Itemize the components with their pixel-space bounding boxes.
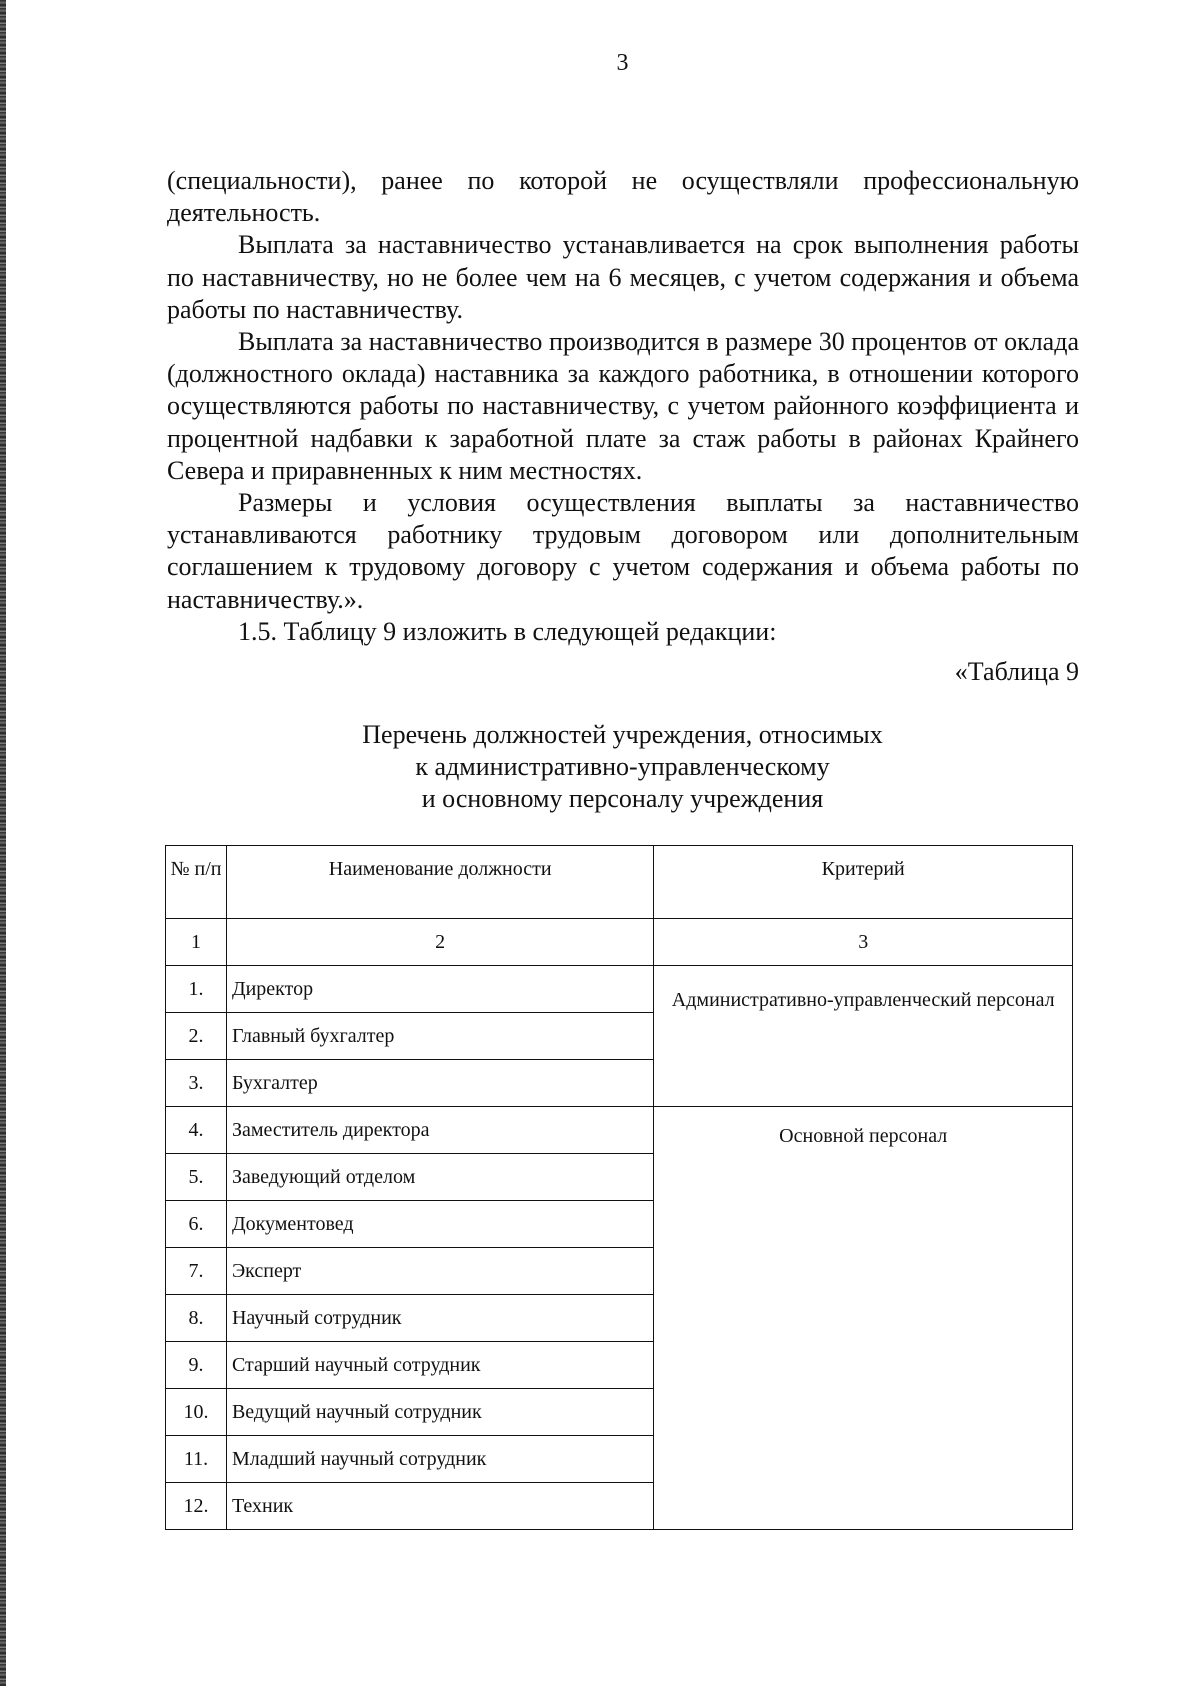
table-label: «Таблица 9 <box>954 657 1079 687</box>
table-title <box>0 719 1200 815</box>
positions-table <box>165 845 1073 1530</box>
criterion-admin: Административно-управленческий персонал <box>654 966 1073 1107</box>
paragraph-continuation: (специальности), ранее по которой не осуществляли профессиональную деятельность. <box>167 166 1079 228</box>
row-position-name: Младший научный сотрудник <box>226 1436 653 1483</box>
row-position-name: Главный бухгалтер <box>226 1013 653 1060</box>
row-number: 4. <box>166 1107 227 1154</box>
table-row <box>166 966 1073 1013</box>
index-cell: 2 <box>226 919 653 966</box>
table-row <box>166 1107 1073 1154</box>
paragraph-mentoring-term: Выплата за наставничество устанавливается на срок выполнения работы по наставничеству, но не более чем на 6 месяцев, с учетом содержания и объема работы по наставничеству. <box>167 230 1079 324</box>
page-number: 3 <box>616 50 629 76</box>
row-number: 8. <box>166 1295 227 1342</box>
row-number: 9. <box>166 1342 227 1389</box>
row-position-name: Директор <box>226 966 653 1013</box>
index-cell: 1 <box>166 919 227 966</box>
row-number: 6. <box>166 1201 227 1248</box>
table-index-row <box>166 919 1073 966</box>
header-number: № п/п <box>166 846 227 919</box>
scan-edge <box>0 0 6 1686</box>
index-cell: 3 <box>654 919 1073 966</box>
table-title-line: и основному персоналу учреждения <box>421 784 824 813</box>
row-position-name: Эксперт <box>226 1248 653 1295</box>
row-number: 1. <box>166 966 227 1013</box>
row-position-name: Заместитель директора <box>226 1107 653 1154</box>
row-position-name: Документовед <box>226 1201 653 1248</box>
row-position-name: Старший научный сотрудник <box>226 1342 653 1389</box>
row-number: 7. <box>166 1248 227 1295</box>
row-number: 2. <box>166 1013 227 1060</box>
row-position-name: Техник <box>226 1483 653 1530</box>
row-number: 3. <box>166 1060 227 1107</box>
paragraph-mentoring-amount: Выплата за наставничество производится в размере 30 процентов от оклада (должностного оклада) наставника за каждого работника, в отношении которого осуществляются работы по наставничеству, с учетом районного коэффициента и процентной надбавки к заработной плате за стаж работы в районах Крайнего Севера и приравненных к ним местностях. <box>167 327 1079 485</box>
table-title-line: Перечень должностей учреждения, относимых <box>362 720 883 749</box>
row-number: 10. <box>166 1389 227 1436</box>
row-position-name: Научный сотрудник <box>226 1295 653 1342</box>
criterion-main: Основной персонал <box>654 1107 1073 1530</box>
table-header-row <box>166 846 1073 919</box>
row-number: 12. <box>166 1483 227 1530</box>
row-number: 5. <box>166 1154 227 1201</box>
header-criterion: Критерий <box>654 846 1073 919</box>
body-text <box>167 165 1079 688</box>
row-position-name: Заведующий отделом <box>226 1154 653 1201</box>
paragraph-mentoring-conditions: Размеры и условия осуществления выплаты за наставничество устанавливаются работнику трудовым договором или дополнительным соглашением к трудовому договору с учетом содержания и объема работы по наставничеству.». <box>167 488 1079 614</box>
row-number: 11. <box>166 1436 227 1483</box>
table-title-line: к административно-управленческому <box>415 752 830 781</box>
paragraph-table-instruction: 1.5. Таблицу 9 изложить в следующей редакции: <box>238 616 777 646</box>
row-position-name: Ведущий научный сотрудник <box>226 1389 653 1436</box>
header-position-name: Наименование должности <box>226 846 653 919</box>
row-position-name: Бухгалтер <box>226 1060 653 1107</box>
